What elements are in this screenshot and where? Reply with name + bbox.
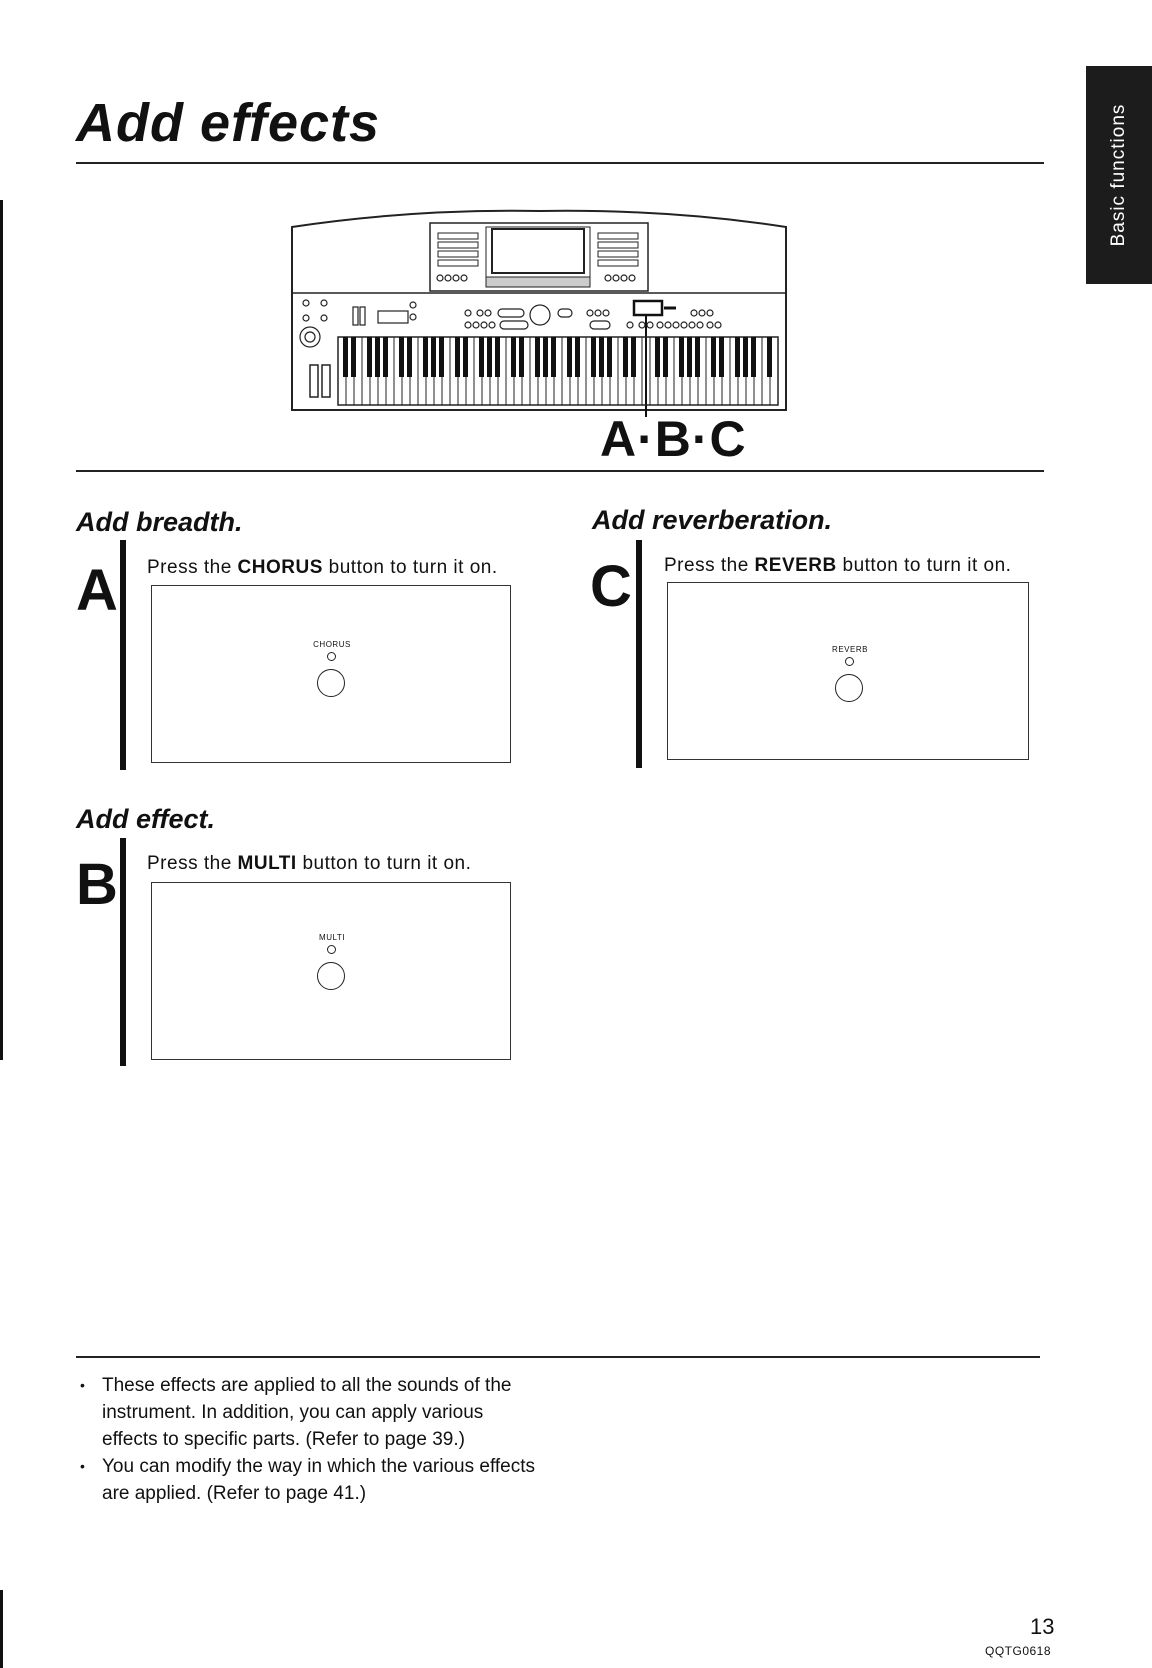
chorus-button[interactable]	[317, 669, 345, 697]
side-tab	[1086, 66, 1152, 284]
section-b-instruction	[147, 853, 471, 875]
document-code: QQTG0618	[985, 1644, 1052, 1658]
reverb-panel-label: REVERB	[832, 645, 868, 654]
section-b-bar	[120, 838, 126, 1066]
notes-list	[78, 1372, 538, 1507]
instruction-text: button to turn it on.	[296, 853, 472, 874]
reverb-button-name: REVERB	[754, 555, 837, 576]
section-c-bar	[636, 540, 642, 768]
section-a-bar	[120, 540, 126, 770]
chorus-panel-label: CHORUS	[313, 640, 351, 649]
note-item: • You can modify the way in which the various effects are applied. (Refer to page 41.)	[78, 1453, 538, 1507]
keyboard-illustration	[290, 205, 790, 420]
section-b-letter: B	[76, 852, 118, 917]
instruction-text: Press the	[147, 557, 238, 578]
section-c-instruction	[664, 555, 1011, 577]
side-tab-label: Basic functions	[1108, 103, 1129, 247]
multi-button[interactable]	[317, 962, 345, 990]
page-number: 13	[1030, 1614, 1055, 1639]
section-a-heading: Add breadth.	[76, 507, 243, 537]
multi-led-indicator	[327, 945, 336, 954]
section-c-heading: Add reverberation.	[592, 505, 833, 535]
scan-edge	[0, 200, 3, 1060]
chorus-button-name: CHORUS	[237, 557, 323, 578]
diagram-label: A·B·C	[600, 411, 747, 467]
reverb-panel	[667, 582, 1029, 760]
diagram-rule	[76, 470, 1044, 472]
chorus-panel	[151, 585, 511, 763]
multi-panel-label: MULTI	[319, 933, 345, 942]
reverb-button[interactable]	[835, 674, 863, 702]
multi-button-name: MULTI	[237, 853, 297, 874]
instruction-text: Press the	[147, 853, 238, 874]
reverb-led-indicator	[845, 657, 854, 666]
instruction-text: button to turn it on.	[836, 555, 1012, 576]
scan-edge	[0, 1590, 3, 1668]
multi-panel	[151, 882, 511, 1060]
instruction-text: button to turn it on.	[322, 557, 498, 578]
instruction-text: Press the	[664, 555, 755, 576]
section-a-letter: A	[76, 558, 118, 623]
section-a-instruction	[147, 557, 498, 579]
page-title: Add effects	[76, 93, 381, 153]
chorus-led-indicator	[327, 652, 336, 661]
notes-rule	[76, 1356, 1040, 1358]
title-rule	[76, 162, 1044, 164]
note-item: • These effects are applied to all the sounds of the instrument. In addition, you can apply various effects to specific parts. (Refer to page 39.)	[78, 1372, 538, 1453]
section-c-letter: C	[590, 554, 632, 619]
section-b-heading: Add effect.	[76, 804, 216, 834]
